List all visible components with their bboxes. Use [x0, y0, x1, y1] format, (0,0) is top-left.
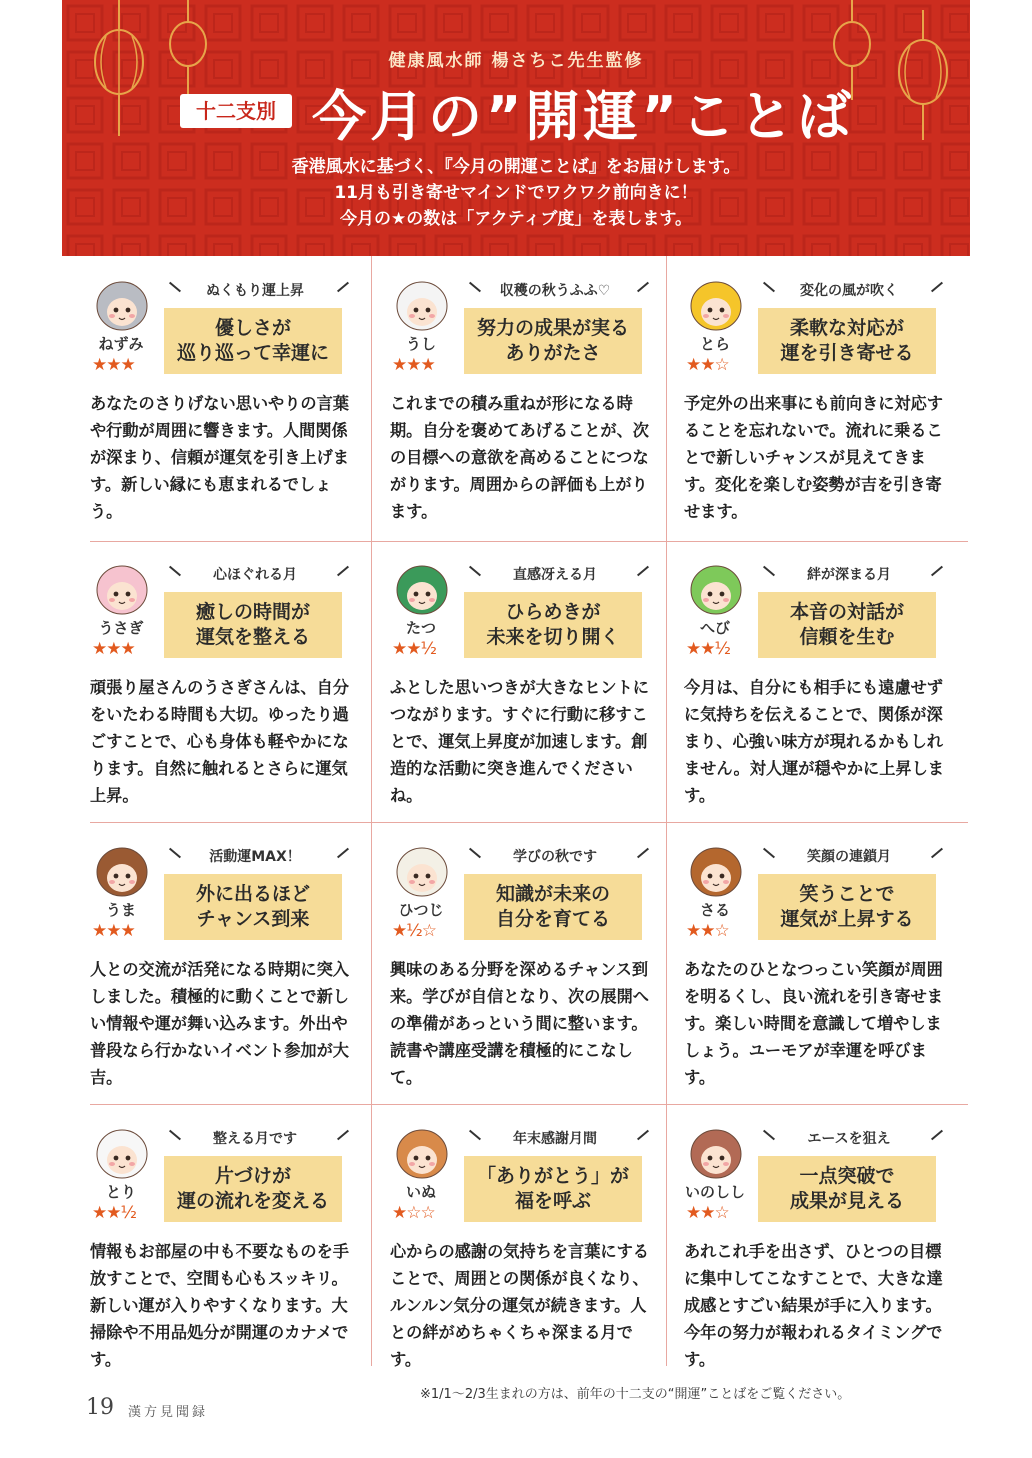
zodiac-card — [90, 540, 360, 810]
fortune-text: これまでの積み重ねが形になる時期。自分を褒めてあげることが、次の目標への意欲を高めることにつながります。周囲からの評価も上がります。 — [390, 394, 649, 521]
activity-stars: ★★★ — [92, 921, 135, 941]
lucky-phrase-box — [464, 1156, 642, 1222]
lucky-phrase-box — [464, 592, 642, 658]
lucky-phrase-box — [758, 308, 936, 374]
catch-phrase: 笑顔の連鎖月 — [807, 849, 891, 865]
activity-stars: ★½☆ — [392, 921, 436, 941]
activity-stars: ★★½ — [686, 639, 730, 659]
lucky-phrase — [464, 600, 642, 650]
lucky-phrase-line: ありがたさ — [505, 342, 601, 364]
catch-phrase: 活動運MAX！ — [209, 849, 301, 865]
intro-text — [62, 154, 970, 232]
lucky-phrase-line: 片づけが — [214, 1165, 291, 1187]
zodiac-card — [684, 256, 954, 526]
zodiac-name: うま — [105, 901, 136, 919]
lucky-phrase — [464, 316, 642, 366]
zodiac-name: ねずみ — [98, 335, 144, 353]
rooster-icon — [94, 1124, 150, 1182]
catch-phrase: 心ほぐれる月 — [213, 567, 297, 583]
catch-phrase: エースを狙え — [807, 1131, 891, 1147]
lucky-phrase-box — [164, 1156, 342, 1222]
zodiac-card — [684, 540, 954, 810]
tiger-icon — [688, 276, 744, 334]
lucky-phrase — [164, 316, 342, 366]
activity-stars: ★★½ — [392, 639, 436, 659]
fortune-text: あなたのさりげない思いやりの言葉や行動が周囲に響きます。人間関係が深まり、信頼が運気を引き上げます。新しい縁にも恵まれるでしょう。 — [90, 394, 349, 521]
snake-icon — [688, 560, 744, 618]
lucky-phrase — [164, 600, 342, 650]
lucky-phrase-box — [464, 308, 642, 374]
lantern-icon — [888, 10, 958, 150]
lucky-phrase-box — [164, 874, 342, 940]
zodiac-name: いのしし — [684, 1183, 745, 1201]
column-divider — [371, 256, 372, 1366]
activity-stars: ★★★ — [92, 355, 135, 375]
fortune-text: 興味のある分野を深めるチャンス到来。学びが自信となり、次の展開への準備があっという間に整います。読書や講座受講を積極的にこなして。 — [390, 960, 649, 1087]
fortune-text: あなたのひとなつっこい笑顔が周囲を明るくし、良い流れを引き寄せます。楽しい時間を意識して増やしましょう。ユーモアが幸運を呼びます。 — [684, 960, 943, 1087]
intro-line: 香港風水に基づく、『今月の開運ことば』をお届けします。 — [291, 157, 741, 177]
activity-stars: ★★☆ — [686, 1203, 729, 1223]
page-number: 19 — [86, 1395, 114, 1420]
rabbit-icon — [94, 560, 150, 618]
lucky-phrase-line: 外に出るほど — [195, 883, 310, 905]
zodiac-card — [90, 256, 360, 526]
catch-phrase: 直感冴える月 — [513, 567, 597, 583]
catch-phrase: 変化の風が吹く — [800, 283, 898, 299]
lucky-phrase-line: 福を呼ぶ — [514, 1190, 591, 1212]
lucky-phrase-line: 運を引き寄せる — [780, 342, 914, 364]
zodiac-name: うし — [405, 335, 436, 353]
zodiac-name: うさぎ — [98, 619, 144, 637]
lucky-phrase-line: 知識が未来の — [495, 883, 610, 905]
lucky-phrase — [164, 1164, 342, 1214]
lucky-phrase — [758, 1164, 936, 1214]
lucky-phrase-line: 努力の成果が実る — [476, 317, 629, 339]
zodiac-name: いぬ — [405, 1183, 436, 1201]
magazine-name: 漢方見聞録 — [128, 1405, 209, 1420]
zodiac-name: さる — [699, 901, 730, 919]
dragon-icon — [394, 560, 450, 618]
fortune-text: ふとした思いつきが大きなヒントにつながります。すぐに行動に移すことで、運気上昇度が加速します。創造的な活動に突き進んでくださいね。 — [390, 678, 649, 805]
mouse-icon — [94, 276, 150, 334]
zodiac-card — [684, 822, 954, 1092]
lucky-phrase-box — [464, 874, 642, 940]
activity-stars: ★★☆ — [686, 355, 729, 375]
zodiac-card — [390, 1104, 660, 1374]
lucky-phrase — [758, 600, 936, 650]
lucky-phrase — [758, 882, 936, 932]
lucky-phrase-line: 優しさが — [214, 317, 291, 339]
zodiac-name: たつ — [405, 619, 436, 637]
lucky-phrase-line: 信頼を生む — [799, 626, 895, 648]
zodiac-name: とら — [699, 335, 730, 353]
fortune-text: 心からの感謝の気持ちを言葉にすることで、周囲との関係が良くなり、ルンルン気分の運気が続きます。人との絆がめちゃくちゃ深まる月です。 — [390, 1242, 649, 1369]
lucky-phrase — [464, 1164, 642, 1214]
activity-stars: ★★★ — [92, 639, 135, 659]
lucky-phrase-line: 一点突破で — [799, 1165, 895, 1187]
footnote: ※1/1〜2/3生まれの方は、前年の十二支の“開運”ことばをご覧ください。 — [420, 1387, 851, 1402]
lucky-phrase — [758, 316, 936, 366]
activity-stars: ★★★ — [392, 355, 435, 375]
boar-icon — [688, 1124, 744, 1182]
catch-phrase: 収穫の秋うふふ♡ — [499, 283, 611, 299]
fortune-text: あれこれ手を出さず、ひとつの目標に集中してこなすことで、大きな達成感とすごい結果が手に入ります。今年の努力が報われるタイミングです。 — [684, 1242, 943, 1369]
lucky-phrase-box — [164, 592, 342, 658]
lucky-phrase — [164, 882, 342, 932]
fortune-text: 今月は、自分にも相手にも遠慮せずに気持ちを伝えることで、関係が深まり、心強い味方が現れるかもしれません。対人運が穏やかに上昇します。 — [684, 678, 944, 805]
lucky-phrase-line: 笑うことで — [799, 883, 895, 905]
zodiac-card — [390, 822, 660, 1092]
intro-line: 11月も引き寄せマインドでワクワク前向きに！ — [334, 183, 698, 203]
catch-phrase: 年末感謝月間 — [513, 1131, 597, 1147]
lucky-phrase-line: 本音の対話が — [789, 601, 904, 623]
fortune-text: 情報もお部屋の中も不要なものを手放すことで、空間も心もスッキリ。新しい運が入りやすくなります。大掃除や不用品処分が開運のカナメです。 — [90, 1242, 349, 1369]
lucky-phrase-line: 未来を切り開く — [486, 626, 620, 648]
activity-stars: ★★½ — [92, 1203, 136, 1223]
monkey-icon — [688, 842, 744, 900]
lucky-phrase-line: 癒しの時間が — [195, 601, 310, 623]
dog-icon — [394, 1124, 450, 1182]
catch-phrase: 学びの秋です — [513, 849, 597, 865]
zodiac-card — [90, 1104, 360, 1374]
lucky-phrase-box — [758, 1156, 936, 1222]
lucky-phrase-line: 運気を整える — [195, 626, 310, 648]
fortune-text: 予定外の出来事にも前向きに対応することを忘れないで。流れに乗ることで新しいチャンスが見えてきます。変化を楽しむ姿勢が吉を引き寄せます。 — [684, 394, 943, 521]
zodiac-name: とり — [105, 1183, 136, 1201]
sheep-icon — [394, 842, 450, 900]
page-title: 今月の”開運”ことば — [312, 85, 855, 148]
lucky-phrase — [464, 882, 642, 932]
catch-phrase: 絆が深まる月 — [807, 567, 891, 583]
fortune-text: 頑張り屋さんのうさぎさんは、自分をいたわる時間も大切。ゆったり過ごすことで、心も身体も軽やかになります。自然に触れるとさらに運気上昇。 — [90, 678, 349, 805]
lucky-phrase-line: 「ありがとう」が — [476, 1165, 629, 1187]
lucky-phrase-line: 成果が見える — [789, 1190, 904, 1212]
intro-line: 今月の★の数は「アクティブ度」を表します。 — [339, 209, 692, 229]
lucky-phrase-line: 運気が上昇する — [780, 908, 914, 930]
lucky-phrase-box — [758, 874, 936, 940]
lucky-phrase-line: 柔軟な対応が — [789, 317, 904, 339]
zodiac-card — [684, 1104, 954, 1374]
lucky-phrase-box — [758, 592, 936, 658]
catch-phrase: 整える月です — [213, 1131, 297, 1147]
lucky-phrase-line: 自分を育てる — [495, 908, 610, 930]
activity-stars: ★★☆ — [686, 921, 729, 941]
zodiac-name: ひつじ — [398, 901, 444, 919]
lucky-phrase-line: 巡り巡って幸運に — [176, 342, 329, 364]
catch-phrase: ぬくもり運上昇 — [206, 283, 304, 299]
category-badge: 十二支別 — [180, 94, 292, 128]
fortune-text: 人との交流が活発になる時期に突入しました。積極的に動くことで新しい情報や運が舞い込みます。外出や普段なら行かないイベント参加が大吉。 — [90, 960, 349, 1087]
lucky-phrase-box — [164, 308, 342, 374]
lucky-phrase-line: チャンス到来 — [196, 908, 310, 930]
column-divider — [666, 256, 667, 1366]
horse-icon — [94, 842, 150, 900]
cow-icon — [394, 276, 450, 334]
zodiac-name: へび — [699, 619, 730, 637]
zodiac-card — [90, 822, 360, 1092]
supervisor-credit: 健康風水師 楊さちこ先生監修 — [388, 51, 644, 71]
lucky-phrase-line: 運の流れを変える — [176, 1190, 329, 1212]
activity-stars: ★☆☆ — [392, 1203, 435, 1223]
zodiac-card — [390, 540, 660, 810]
header-banner — [62, 0, 970, 256]
zodiac-card — [390, 256, 660, 526]
lucky-phrase-line: ひらめきが — [505, 601, 601, 623]
